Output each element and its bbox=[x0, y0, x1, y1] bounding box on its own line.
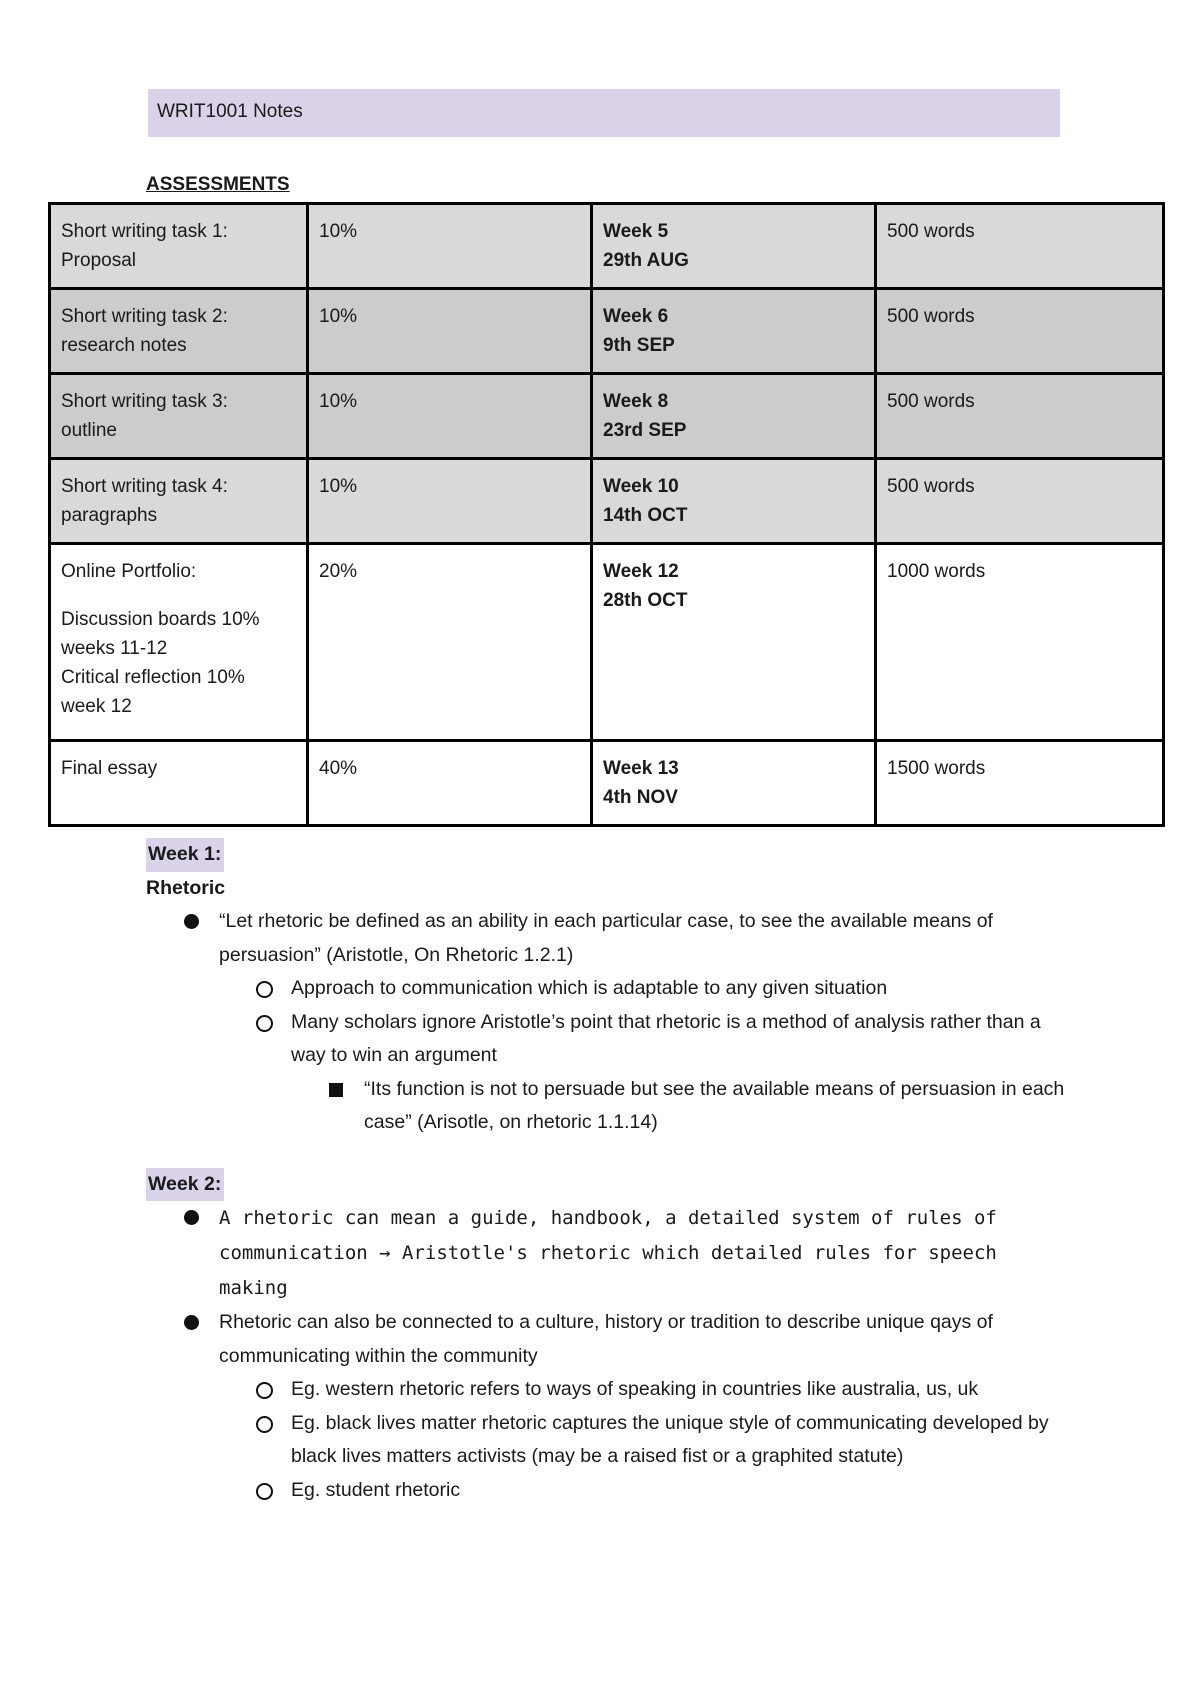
task-type: outline bbox=[61, 420, 117, 441]
task-name: Short writing task 3: bbox=[61, 391, 228, 412]
due-week: Week 6 bbox=[603, 306, 669, 327]
list-item bbox=[146, 1306, 1066, 1373]
weight-cell bbox=[308, 741, 592, 826]
weight-cell bbox=[308, 544, 592, 741]
task-cell bbox=[50, 289, 308, 374]
table-row bbox=[50, 544, 1164, 741]
portfolio-detail: week 12 bbox=[61, 696, 132, 717]
week1-list bbox=[146, 905, 1066, 972]
list-item-text: Eg. western rhetoric refers to ways of speaking in countries like australia, us, uk bbox=[291, 1378, 979, 1400]
task-type: Proposal bbox=[61, 250, 136, 271]
task-cell bbox=[50, 459, 308, 544]
task-name: Short writing task 2: bbox=[61, 306, 228, 327]
weight-cell bbox=[308, 289, 592, 374]
task-name: Short writing task 4: bbox=[61, 476, 228, 497]
list-item bbox=[146, 905, 1066, 972]
table-row bbox=[50, 204, 1164, 289]
hollow-bullet-icon bbox=[256, 1015, 273, 1032]
list-item bbox=[146, 1474, 1066, 1508]
filled-bullet-icon bbox=[184, 1315, 199, 1330]
portfolio-detail: Discussion boards 10% bbox=[61, 609, 260, 630]
hollow-bullet-icon bbox=[256, 1416, 273, 1433]
due-date: 29th AUG bbox=[603, 250, 689, 271]
length-cell bbox=[876, 544, 1164, 741]
list-item-text: “Its function is not to persuade but see the available means of persuasion in each case” (Arisotle, on rhetoric 1.1.14) bbox=[364, 1077, 1065, 1133]
task-name: Short writing task 1: bbox=[61, 221, 228, 242]
due-date: 14th OCT bbox=[603, 505, 688, 526]
list-item-text: A rhetoric can mean a guide, handbook, a detailed system of rules of communication → Aristotle's rhetoric which detailed rules for speech making bbox=[219, 1207, 997, 1299]
week2-label: Week 2: bbox=[146, 1168, 224, 1202]
week2-section bbox=[146, 1168, 1066, 1508]
hollow-bullet-icon bbox=[256, 981, 273, 998]
week2-sublist bbox=[146, 1373, 1066, 1507]
weight-value: 10% bbox=[319, 476, 358, 497]
list-item-text: Eg. student rhetoric bbox=[291, 1478, 461, 1501]
weight-value: 20% bbox=[319, 561, 358, 582]
task-cell bbox=[50, 741, 308, 826]
due-week: Week 10 bbox=[603, 476, 679, 497]
task-name: Final essay bbox=[61, 758, 158, 779]
length-cell bbox=[876, 289, 1164, 374]
portfolio-detail: Critical reflection 10% bbox=[61, 667, 245, 688]
list-item-text: Rhetoric can also be connected to a culture, history or tradition to describe unique qays of communicating within the community bbox=[219, 1311, 993, 1367]
week1-subsublist bbox=[146, 1073, 1066, 1140]
due-cell bbox=[592, 741, 876, 826]
due-date: 28th OCT bbox=[603, 590, 688, 611]
hollow-bullet-icon bbox=[256, 1483, 273, 1500]
list-item bbox=[146, 972, 1066, 1006]
portfolio-detail: weeks 11-12 bbox=[61, 638, 168, 659]
weight-value: 10% bbox=[319, 221, 358, 242]
word-count: 500 words bbox=[887, 221, 975, 242]
assessments-table bbox=[48, 202, 1165, 827]
list-item bbox=[146, 1201, 1066, 1306]
due-cell bbox=[592, 544, 876, 741]
due-date: 9th SEP bbox=[603, 335, 675, 356]
table-row bbox=[50, 741, 1164, 826]
weight-value: 10% bbox=[319, 391, 358, 412]
word-count: 500 words bbox=[887, 476, 975, 497]
due-cell bbox=[592, 459, 876, 544]
week1-section bbox=[146, 838, 1066, 1140]
assessments-heading: ASSESSMENTS bbox=[146, 174, 290, 195]
weight-cell bbox=[308, 459, 592, 544]
list-item-text: “Let rhetoric be defined as an ability in each particular case, to see the available means of persuasion” (Aristotle, On Rhetoric 1.2.1) bbox=[219, 910, 993, 966]
document-title-bar bbox=[148, 89, 1060, 137]
list-item-text: Many scholars ignore Aristotle’s point that rhetoric is a method of analysis rather than a way to win an argument bbox=[291, 1010, 1041, 1066]
weight-value: 10% bbox=[319, 306, 358, 327]
week1-label: Week 1: bbox=[146, 838, 224, 872]
list-item-text: Approach to communication which is adaptable to any given situation bbox=[291, 977, 888, 999]
weight-cell bbox=[308, 204, 592, 289]
due-cell bbox=[592, 289, 876, 374]
filled-bullet-icon bbox=[184, 1210, 199, 1225]
word-count: 500 words bbox=[887, 391, 975, 412]
due-date: 4th NOV bbox=[603, 787, 678, 808]
document-title: WRIT1001 Notes bbox=[157, 101, 303, 122]
list-item bbox=[146, 1373, 1066, 1407]
lecture-notes bbox=[146, 838, 1066, 1507]
due-cell bbox=[592, 204, 876, 289]
square-bullet-icon bbox=[329, 1083, 343, 1097]
table-row bbox=[50, 459, 1164, 544]
due-week: Week 13 bbox=[603, 758, 679, 779]
due-cell bbox=[592, 374, 876, 459]
task-type: paragraphs bbox=[61, 505, 158, 526]
filled-bullet-icon bbox=[184, 914, 199, 929]
hollow-bullet-icon bbox=[256, 1382, 273, 1399]
list-item bbox=[146, 1006, 1066, 1073]
due-week: Week 12 bbox=[603, 561, 679, 582]
list-item bbox=[146, 1073, 1066, 1140]
week1-sublist bbox=[146, 972, 1066, 1073]
task-cell bbox=[50, 204, 308, 289]
task-type: research notes bbox=[61, 335, 187, 356]
list-item bbox=[146, 1407, 1066, 1474]
weight-cell bbox=[308, 374, 592, 459]
week1-topic: Rhetoric bbox=[146, 876, 226, 899]
word-count: 500 words bbox=[887, 306, 975, 327]
word-count: 1500 words bbox=[887, 758, 986, 779]
week2-list bbox=[146, 1201, 1066, 1373]
table-row bbox=[50, 374, 1164, 459]
length-cell bbox=[876, 204, 1164, 289]
word-count: 1000 words bbox=[887, 561, 986, 582]
length-cell bbox=[876, 459, 1164, 544]
task-cell bbox=[50, 374, 308, 459]
due-week: Week 5 bbox=[603, 221, 669, 242]
task-cell bbox=[50, 544, 308, 741]
task-name: Online Portfolio: bbox=[61, 561, 197, 582]
due-date: 23rd SEP bbox=[603, 420, 687, 441]
list-item-text: Eg. black lives matter rhetoric captures the unique style of communicating developed by black lives matters activists (may be a raised fist or a graphited statute) bbox=[291, 1411, 1049, 1467]
length-cell bbox=[876, 741, 1164, 826]
length-cell bbox=[876, 374, 1164, 459]
due-week: Week 8 bbox=[603, 391, 669, 412]
table-row bbox=[50, 289, 1164, 374]
weight-value: 40% bbox=[319, 758, 358, 779]
